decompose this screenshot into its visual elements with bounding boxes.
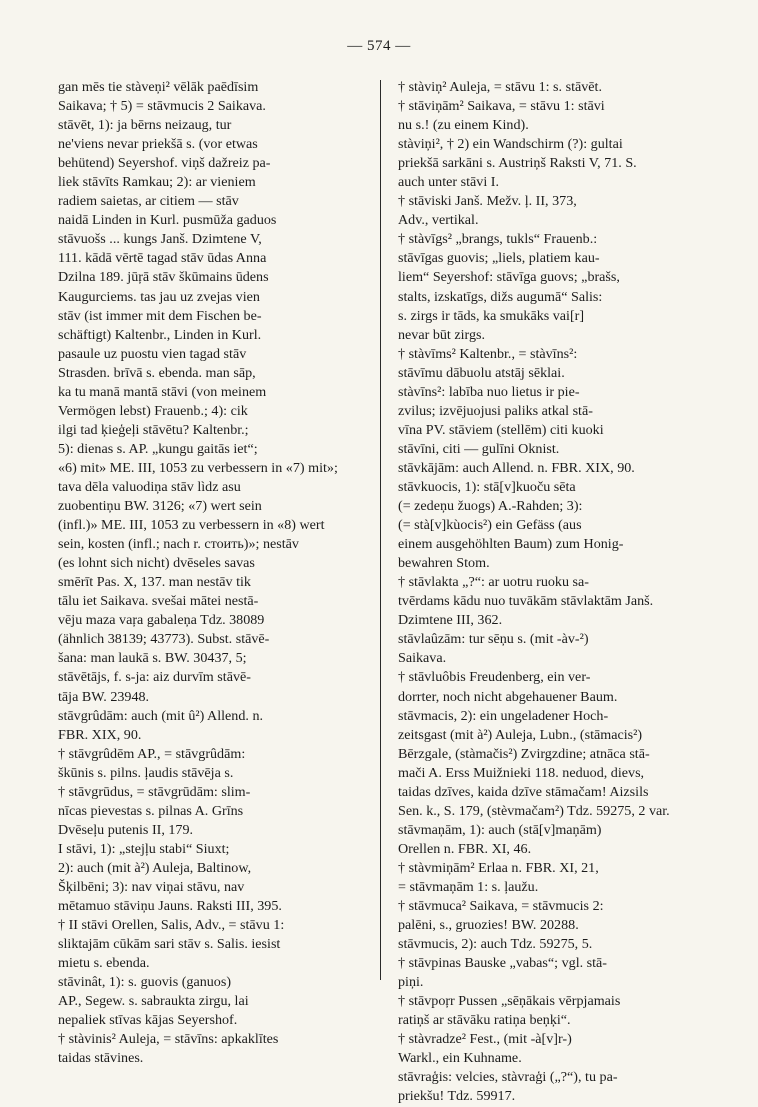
text-line: Vermögen lebst) Frauenb.; 4): cik	[58, 402, 248, 419]
text-line: tvērdams kādu nuo tuvākām stāvlaktām Janš.	[398, 593, 654, 610]
text-line: † stāviņām² Saikava, = stāvu 1: stāvi	[398, 98, 605, 115]
text-line: stāvkājām: auch Allend. n. FBR. XIX, 90.	[398, 459, 635, 476]
text-line: I stāvi, 1): „stejļu stabi“ Siuxt;	[58, 840, 230, 857]
text-line: zvilus; izvējuojusi paliks atkal stā-	[398, 402, 593, 419]
text-line: AP., Segew. s. sabraukta zirgu, lai	[58, 993, 249, 1010]
text-line: Sen. k., S. 179, (stèvmačam²) Tdz. 59275, 2 var.	[398, 802, 670, 819]
text-line: † stāvpoŗr Pussen „sēņākais vērpjamais	[398, 993, 621, 1010]
text-line: † stāvpinas Bauske „vabas“; vgl. stā-	[398, 955, 608, 972]
text-line: mietu s. ebenda.	[58, 955, 150, 972]
text-line: dorrter, noch nicht abgehauener Baum.	[398, 688, 618, 705]
text-line: einem ausgehöhlten Baum) zum Honig-	[398, 536, 624, 553]
text-line: taidas dzīves, kaida dzīve stāmačam! Aizsils	[398, 783, 649, 800]
text-line: bewahren Stom.	[398, 555, 490, 572]
text-line: † II stāvi Orellen, Salis, Adv., = stāvu 1:	[58, 917, 285, 934]
text-line: (ähnlich 38139; 43773). Subst. stāvē-	[58, 631, 270, 648]
text-line: gan mēs tie stàveņi² vēlāk paēdīsim	[58, 79, 259, 95]
text-line: tāja BW. 23948.	[58, 688, 150, 705]
text-line: Saikava; † 5) = stāvmucis 2 Saikava.	[58, 98, 266, 115]
text-line: stāvētājs, f. s-ja: aiz durvīm stāvē-	[58, 669, 251, 686]
text-line: mači A. Erss Muižnieki 118. neduod, dievs,	[398, 764, 645, 781]
text-line: vīna PV. stāviem (stellēm) citi kuoki	[398, 421, 604, 438]
text-line: škūnis s. pilns. ļaudis stāvēja s.	[58, 764, 234, 781]
text-line: Dzilna 189. jūŗā stāv škūmains ūdens	[58, 269, 269, 286]
text-line: stāvīni, citi — gulīni Oknist.	[398, 440, 560, 457]
text-line: Strasden. brīvā s. ebenda. man sāp,	[58, 364, 256, 381]
text-line: stàvīns²: labība nuo lietus ir pie-	[398, 383, 580, 400]
text-line: radiem saietas, ar citiem — stāv	[58, 193, 239, 210]
text-line: (es lohnt sich nicht) dvēseles savas	[58, 555, 255, 572]
text-line: nu s.! (zu einem Kind).	[398, 117, 529, 134]
text-line: Šķilbēni; 3): nav viņai stāvu, nav	[58, 878, 245, 895]
text-line: † stàvīms² Kaltenbr., = stàvīns²:	[398, 345, 578, 362]
column-divider	[380, 80, 381, 980]
text-line: (infl.)» ME. III, 1053 zu verbessern in «8) wert	[58, 517, 325, 534]
text-line: naidā Linden in Kurl. pusmūža gaduos	[58, 212, 277, 229]
text-line: vēju maza vaŗa gabaleņa Tdz. 38089	[58, 612, 265, 629]
text-line: stalts, izskatīgs, dižs augumā“ Salis:	[398, 288, 603, 305]
text-line: stāvmucis, 2): auch Tdz. 59275, 5.	[398, 936, 593, 953]
text-line: nevar būt zirgs.	[398, 326, 486, 343]
text-line: behütend) Seyershof. viņš dažreiz pa-	[58, 155, 271, 172]
text-line: stāvēt, 1): ja bērns neizaug, tur	[58, 117, 232, 134]
text-line: Adv., vertikal.	[398, 212, 479, 229]
text-line: stāvmaņām, 1): auch (stā[v]maņām)	[398, 821, 602, 838]
text-line: stāvgrûdām: auch (mit û²) Allend. n.	[58, 707, 264, 724]
text-line: † stāviski Janš. Mežv. ļ. II, 373,	[398, 193, 577, 210]
text-line: (= stà[v]kùocis²) ein Gefäss (aus	[398, 517, 582, 534]
text-line: † stàvinis² Auleja, = stāvīns: apkaklītes	[58, 1031, 279, 1048]
text-line: smērīt Pas. X, 137. man nestāv tik	[58, 574, 251, 591]
text-line: Dvēseļu putenis II, 179.	[58, 821, 194, 838]
text-line: šana: man laukā s. BW. 30437, 5;	[58, 650, 247, 667]
text-line: stāvīgas guovis; „liels, platiem kau-	[398, 250, 600, 267]
text-line: 111. kādā vērtē tagad stāv ūdas Anna	[58, 250, 267, 267]
text-line: Bērzgale, (stàmačis²) Zvirgzdine; atnāca stā-	[398, 745, 650, 762]
text-line: stāvīmu dābuolu atstāj sēklai.	[398, 364, 565, 381]
right-column	[398, 78, 724, 1107]
text-line: † stāvluôbis Freudenberg, ein ver-	[398, 669, 591, 686]
text-line: † stàvmiņām² Erlaa n. FBR. XI, 21,	[398, 859, 599, 876]
text-line: Kaugurciems. tas jau uz zvejas vien	[58, 288, 260, 305]
text-line: 5): dienas s. AP. „kungu gaitās iet“;	[58, 440, 258, 457]
text-line: nīcas pievestas s. pilnas A. Grīns	[58, 802, 244, 819]
text-line: † stàvradze² Fest., (mit -à[v]r-)	[398, 1031, 572, 1048]
text-line: «6) mit» ME. III, 1053 zu verbessern in «7) mit»;	[58, 459, 338, 476]
text-line: = stāvmaņām 1: s. ļaužu.	[398, 878, 539, 895]
text-line: auch unter stāvi I.	[398, 174, 499, 191]
text-line: s. zirgs ir tāds, ka smukāks vai[r]	[398, 307, 585, 324]
text-line: nepaliek stīvas kājas Seyershof.	[58, 1012, 238, 1029]
text-line: (= zedeņu žuogs) A.-Rahden; 3):	[398, 498, 583, 515]
page-number: — 574 —	[347, 38, 411, 54]
text-line: † stàvīgs² „brangs, tukls“ Frauenb.:	[398, 231, 598, 248]
text-line: Dzimtene III, 362.	[398, 612, 503, 629]
text-line: ka tu manā mantā stāvi (von meinem	[58, 383, 267, 400]
text-line: † stāvlakta „?“: ar uotru ruoku sa-	[398, 574, 589, 591]
text-line: ne'viens nevar priekšā s. (vor etwas	[58, 136, 258, 153]
text-line: taidas stāvines.	[58, 1050, 144, 1067]
text-line: stāvraģis: velcies, stàvraģi („?“), tu pa-	[398, 1069, 618, 1086]
text-line: mētamuo stāviņu Jauns. Raksti III, 395.	[58, 898, 282, 915]
text-line: 2): auch (mit à²) Auleja, Baltinow,	[58, 859, 252, 876]
text-line: † stàviņ² Auleja, = stāvu 1: s. stāvēt.	[398, 79, 602, 95]
text-line: ratiņš ar stāvāku ratiņa beņķi“.	[398, 1012, 571, 1029]
text-line: priekšā sarkāni s. Austriņš Raksti V, 71. S.	[398, 155, 637, 172]
left-column	[58, 78, 384, 1068]
text-line: stāv (ist immer mit dem Fischen be-	[58, 307, 262, 324]
text-line: zuobentiņu BW. 3126; «7) wert sein	[58, 498, 262, 515]
text-line: stāvlaûzām: tur sēņu s. (mit -àv-²)	[398, 631, 589, 648]
text-line: Orellen n. FBR. XI, 46.	[398, 840, 532, 857]
text-line: stāvkuocis, 1): stā[v]kuoču sēta	[398, 478, 576, 495]
text-line: † stāvgrûdēm AP., = stāvgrûdām:	[58, 745, 246, 762]
text-line: sliktajām cūkām sari stāv s. Salis. iesist	[58, 936, 281, 953]
text-line: schäftigt) Kaltenbr., Linden in Kurl.	[58, 326, 262, 343]
text-line: pasaule uz puostu vien tagad stāv	[58, 345, 247, 362]
text-line: ilgi tad ķieģeļi stāvētu? Kaltenbr.;	[58, 421, 249, 438]
text-line: stāvinât, 1): s. guovis (ganuos)	[58, 974, 232, 991]
text-line: sein, kosten (infl.; nach r. стоить)»; nestāv	[58, 536, 299, 553]
text-line: Saikava.	[398, 650, 447, 667]
text-line: piņi.	[398, 974, 424, 991]
text-line: stāvuošs ... kungs Janš. Dzimtene V,	[58, 231, 262, 248]
text-line: palēni, s., gruozies! BW. 20288.	[398, 917, 579, 934]
text-line: FBR. XIX, 90.	[58, 726, 142, 743]
text-line: liek stāvīts Ramkau; 2): ar vieniem	[58, 174, 256, 191]
text-line: stàviņi², † 2) ein Wandschirm (?): gultai	[398, 136, 623, 153]
text-line: tava dēla valuodiņa stāv lìdz asu	[58, 478, 241, 495]
text-line: tālu iet Saikava. svešai mātei nestā-	[58, 593, 259, 610]
text-line: priekšu! Tdz. 59917.	[398, 1088, 516, 1105]
text-line: liem“ Seyershof: stāvīga guovs; „brašs,	[398, 269, 620, 286]
text-line: zeitsgast (mit à²) Auleja, Lubn., (stāmacis²)	[398, 726, 643, 743]
text-line: † stāvmuca² Saikava, = stāvmucis 2:	[398, 898, 604, 915]
text-line: † stāvgrūdus, = stāvgrūdām: slim-	[58, 783, 251, 800]
text-line: Warkl., ein Kuhname.	[398, 1050, 522, 1067]
text-line: stāvmacis, 2): ein ungeladener Hoch-	[398, 707, 609, 724]
